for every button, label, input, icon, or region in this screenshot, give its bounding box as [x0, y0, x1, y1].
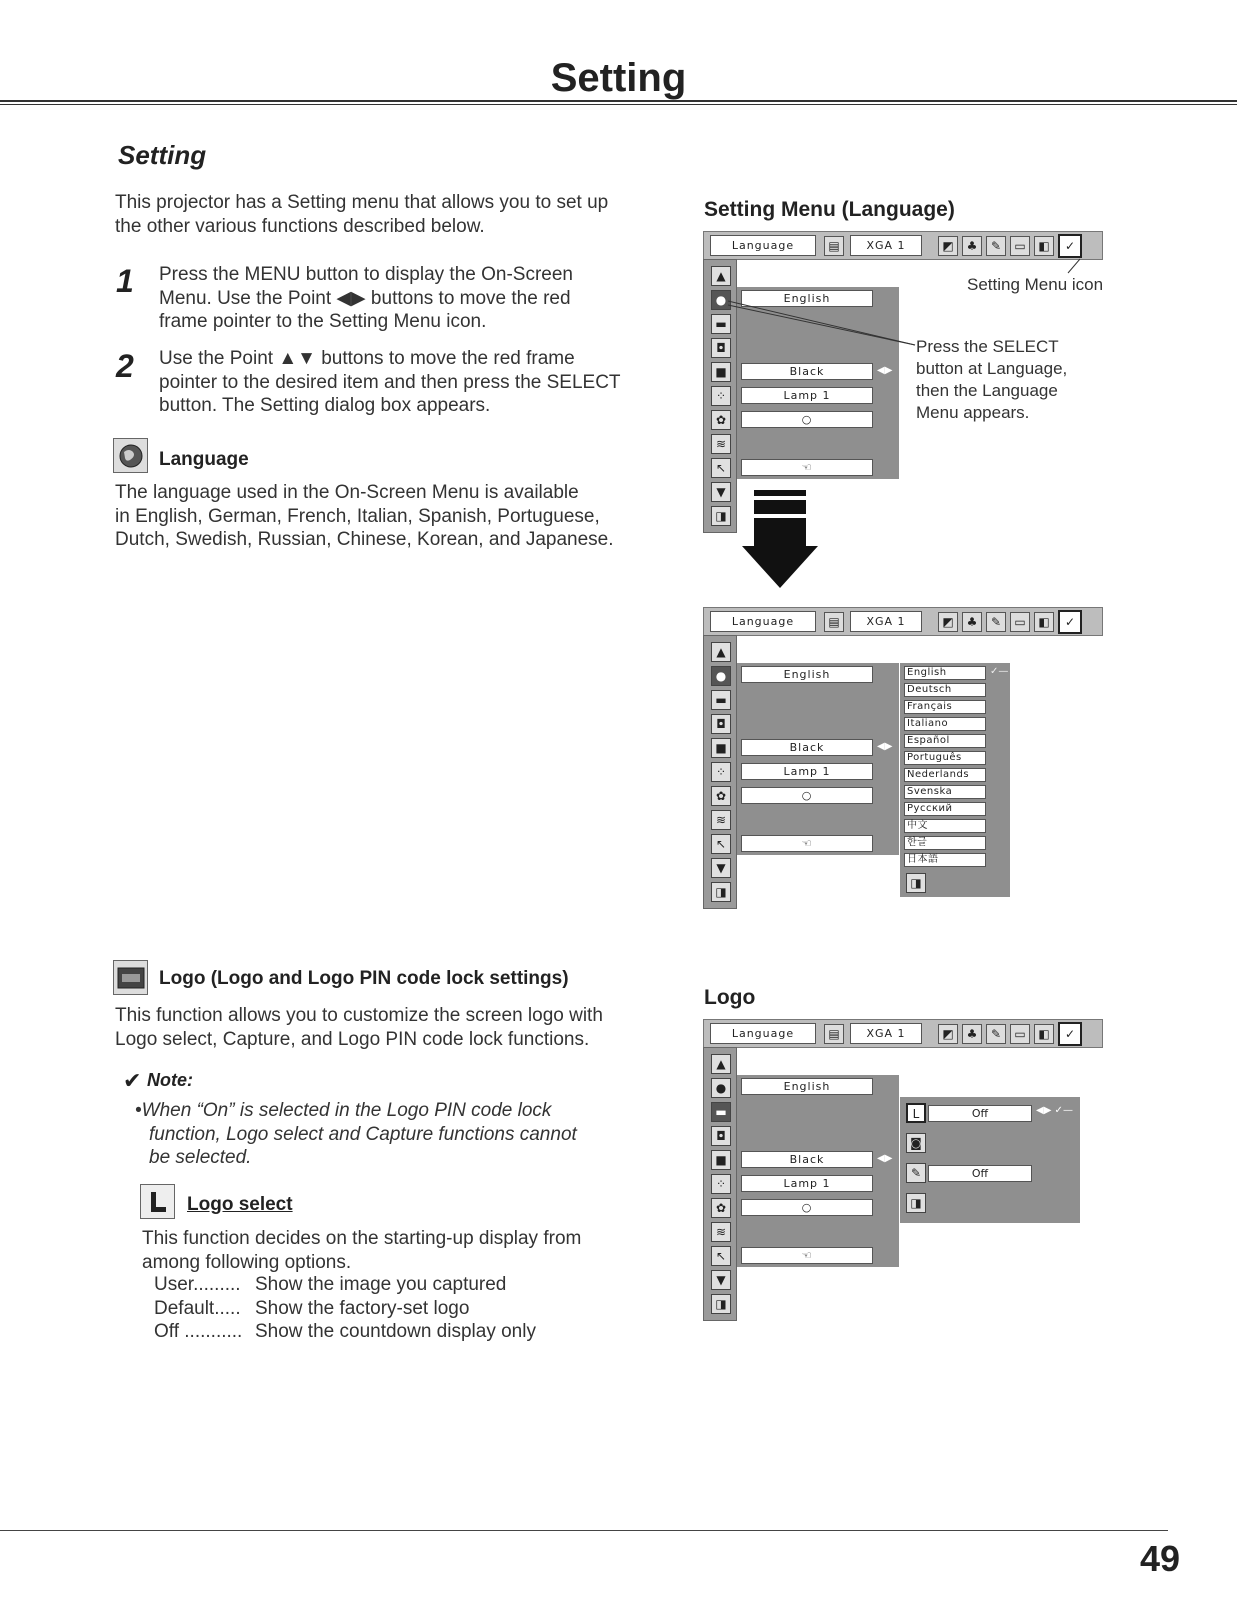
- osd-settings-panel: [737, 1075, 899, 1267]
- note-line: •When “On” is selected in the Logo PIN code lock: [135, 1100, 552, 1121]
- osd-top-bar: [703, 607, 1103, 636]
- footer-rule: [0, 1530, 1168, 1531]
- logo-line: This function allows you to customize the screen logo with: [115, 1005, 603, 1026]
- language-option[interactable]: Italiano: [904, 717, 986, 731]
- language-option[interactable]: Русский: [904, 802, 986, 816]
- osd-sidebar: [703, 1047, 737, 1321]
- callout-line: then the Language: [916, 381, 1058, 400]
- language-heading: Language: [159, 449, 249, 470]
- logo-heading: Logo (Logo and Logo PIN code lock settings): [159, 968, 569, 989]
- language-option[interactable]: Español: [904, 734, 986, 748]
- note-line: function, Logo select and Capture functions cannot: [149, 1123, 577, 1145]
- background-value: Black: [741, 363, 873, 380]
- step-line: button. The Setting dialog box appears.: [159, 395, 491, 416]
- left-right-arrows-icon: ◀▶ ✓—: [1036, 1105, 1073, 1116]
- osd-menu-language-list: [703, 607, 1103, 907]
- language-option[interactable]: English: [904, 666, 986, 680]
- option-key: User.........: [154, 1274, 241, 1295]
- lamp-bulb-icon: ○: [741, 787, 873, 804]
- pointer-hand-icon: ☜: [741, 1247, 873, 1264]
- intro-line: the other various functions described below.: [115, 215, 485, 237]
- logo-icon: ▬: [711, 690, 731, 710]
- logo-icon: [113, 960, 148, 995]
- pointer-icon: ↖: [711, 834, 731, 854]
- logo-icon: ▬: [711, 1102, 731, 1122]
- setting-menu-icon: ✓: [1058, 610, 1082, 634]
- step-line: Use the Point ▲▼ buttons to move the red frame: [159, 348, 575, 369]
- image-adjust-icon: ✎: [986, 1024, 1006, 1044]
- screen-icon: ▭: [1010, 1024, 1030, 1044]
- ceiling-icon: ◘: [711, 338, 731, 358]
- background-icon: ■: [711, 738, 731, 758]
- header-rule-thin: [0, 104, 1237, 105]
- screen-icon: ▭: [1010, 236, 1030, 256]
- step-text: [159, 347, 659, 418]
- down-arrow-icon: ▼: [711, 858, 731, 878]
- note-line: be selected.: [149, 1147, 252, 1168]
- logo-text: [115, 1004, 655, 1051]
- osd-settings-panel: [737, 663, 899, 855]
- pc-adjust-icon: ◩: [938, 612, 958, 632]
- language-icon: ●: [711, 1078, 731, 1098]
- osd-input-label: Language: [710, 611, 816, 632]
- security-icon: ✿: [711, 786, 731, 806]
- input-icon: ▤: [824, 612, 844, 632]
- logo-select-value[interactable]: Off: [928, 1105, 1032, 1122]
- pointer-hand-icon: ☜: [741, 459, 873, 476]
- logo-pin-lock-value[interactable]: Off: [928, 1165, 1032, 1182]
- down-arrow-icon: ▼: [711, 1270, 731, 1290]
- lamp-value: Lamp 1: [741, 387, 873, 404]
- language-list: [900, 663, 1010, 897]
- language-option[interactable]: Deutsch: [904, 683, 986, 697]
- setting-menu-icon: ✓: [1058, 234, 1082, 258]
- image-adjust-icon: ✎: [986, 236, 1006, 256]
- checkmark-icon: ✔: [123, 1068, 142, 1093]
- left-right-arrows-icon: ◀▶: [877, 365, 893, 376]
- language-icon: ●: [711, 290, 731, 310]
- security-icon: ✿: [711, 1198, 731, 1218]
- screen-icon: ▭: [1010, 612, 1030, 632]
- language-value: English: [741, 290, 873, 307]
- lamp-icon: ⁘: [711, 1174, 731, 1194]
- logo-select-line: among following options.: [142, 1251, 352, 1273]
- language-value: English: [741, 666, 873, 683]
- background-icon: ■: [711, 362, 731, 382]
- logo-select-line: This function decides on the starting-up display from: [142, 1228, 582, 1249]
- lamp-bulb-icon: ○: [741, 1199, 873, 1216]
- intro-text: [115, 191, 655, 238]
- language-line: The language used in the On-Screen Menu is available: [115, 482, 579, 503]
- header-rule: [0, 100, 1237, 102]
- up-arrow-icon: ▲: [711, 1054, 731, 1074]
- osd-sidebar: [703, 635, 737, 909]
- logo-pin-lock-icon[interactable]: ✎: [906, 1163, 926, 1183]
- background-value: Black: [741, 1151, 873, 1168]
- option-key: Off ...........: [154, 1321, 243, 1342]
- input-icon: ▤: [824, 236, 844, 256]
- selected-check-icon: ✓—: [990, 666, 1009, 677]
- down-arrow-icon: ▼: [711, 482, 731, 502]
- color-adjust-icon: ♣: [962, 1024, 982, 1044]
- lamp-value: Lamp 1: [741, 1175, 873, 1192]
- logo-options: [154, 1273, 654, 1344]
- up-arrow-icon: ▲: [711, 266, 731, 286]
- osd-top-bar: [703, 1019, 1103, 1048]
- step-number: 1: [116, 263, 134, 299]
- left-right-arrows-icon: ◀▶: [877, 1153, 893, 1164]
- background-value: Black: [741, 739, 873, 756]
- language-text: [115, 481, 655, 552]
- setting-menu-icon: ✓: [1058, 1022, 1082, 1046]
- page-title: Setting: [550, 56, 687, 100]
- lamp-icon: ⁘: [711, 386, 731, 406]
- exit-icon: ◨: [711, 1294, 731, 1314]
- ceiling-icon: ◘: [711, 714, 731, 734]
- osd-menu-logo: [703, 1019, 1103, 1319]
- osd-source-label: XGA 1: [850, 1023, 922, 1044]
- input-icon: ▤: [824, 1024, 844, 1044]
- section-title: Setting: [118, 140, 207, 170]
- callout-line: Press the SELECT: [916, 337, 1059, 356]
- option-desc: Show the factory-set logo: [255, 1297, 470, 1319]
- osd-input-label: Language: [710, 235, 816, 256]
- osd-input-label: Language: [710, 1023, 816, 1044]
- page-number: 49: [1140, 1538, 1181, 1579]
- language-option[interactable]: 日本語: [904, 853, 986, 867]
- color-adjust-icon: ♣: [962, 236, 982, 256]
- pointer-icon: ↖: [711, 458, 731, 478]
- ceiling-icon: ◘: [711, 1126, 731, 1146]
- sound-icon: ◧: [1034, 612, 1054, 632]
- figure-title-logo: Logo: [704, 986, 756, 1009]
- step-line: pointer to the desired item and then press the SELECT: [159, 371, 621, 393]
- lamp-icon: ⁘: [711, 762, 731, 782]
- language-option[interactable]: Français: [904, 700, 986, 714]
- language-value: English: [741, 1078, 873, 1095]
- left-right-arrows-icon: ◀▶: [877, 741, 893, 752]
- exit-icon: ◨: [711, 882, 731, 902]
- language-option[interactable]: 中文: [904, 819, 986, 833]
- figure-title-setting-menu: Setting Menu (Language): [704, 198, 955, 221]
- image-adjust-icon: ✎: [986, 612, 1006, 632]
- background-icon: ■: [711, 1150, 731, 1170]
- language-icon: ●: [711, 666, 731, 686]
- step-number: 2: [116, 348, 134, 384]
- language-line: in English, German, French, Italian, Spanish, Portuguese,: [115, 505, 600, 527]
- remote-icon: ≋: [711, 1222, 731, 1242]
- option-key: Default.....: [154, 1297, 241, 1319]
- osd-source-label: XGA 1: [850, 611, 922, 632]
- callout-setting-menu-icon: Setting Menu icon: [967, 275, 1104, 294]
- exit-icon[interactable]: ◨: [906, 1193, 926, 1213]
- language-line: Dutch, Swedish, Russian, Chinese, Korean, and Japanese.: [115, 529, 614, 550]
- osd-source-label: XGA 1: [850, 235, 922, 256]
- note-text: [135, 1099, 655, 1170]
- pc-adjust-icon: ◩: [938, 1024, 958, 1044]
- lamp-value: Lamp 1: [741, 763, 873, 780]
- step-line: Menu. Use the Point ◀▶ buttons to move the red: [159, 287, 571, 309]
- logo-icon: ▬: [711, 314, 731, 334]
- language-globe-icon: [113, 438, 148, 473]
- step-text: [159, 263, 659, 334]
- security-icon: ✿: [711, 410, 731, 430]
- logo-option: [154, 1297, 654, 1321]
- intro-line: This projector has a Setting menu that allows you to set up: [115, 192, 609, 213]
- sound-icon: ◧: [1034, 236, 1054, 256]
- exit-icon[interactable]: ◨: [906, 873, 926, 893]
- pointer-icon: ↖: [711, 1246, 731, 1266]
- step-line: frame pointer to the Setting Menu icon.: [159, 311, 487, 332]
- lamp-bulb-icon: ○: [741, 411, 873, 428]
- up-arrow-icon: ▲: [711, 642, 731, 662]
- pointer-hand-icon: ☜: [741, 835, 873, 852]
- language-option[interactable]: 한글: [904, 836, 986, 850]
- remote-icon: ≋: [711, 434, 731, 454]
- option-desc: Show the countdown display only: [255, 1321, 536, 1342]
- logo-select-icon: [140, 1184, 175, 1219]
- callout-line: Menu appears.: [916, 403, 1030, 422]
- callout-press-select: [916, 336, 1116, 424]
- down-arrow-graphic: [740, 490, 820, 590]
- pc-adjust-icon: ◩: [938, 236, 958, 256]
- language-option[interactable]: Português: [904, 751, 986, 765]
- language-option[interactable]: Svenska: [904, 785, 986, 799]
- option-desc: Show the image you captured: [255, 1274, 507, 1295]
- exit-icon: ◨: [711, 506, 731, 526]
- color-adjust-icon: ♣: [962, 612, 982, 632]
- logo-select-text: [142, 1227, 662, 1274]
- logo-line: Logo select, Capture, and Logo PIN code lock functions.: [115, 1028, 590, 1050]
- language-option[interactable]: Nederlands: [904, 768, 986, 782]
- logo-option: [154, 1273, 654, 1297]
- note-label: Note:: [147, 1070, 193, 1090]
- callout-line: button at Language,: [916, 359, 1068, 378]
- logo-select-icon[interactable]: L: [906, 1103, 926, 1123]
- sound-icon: ◧: [1034, 1024, 1054, 1044]
- step-line: Press the MENU button to display the On-Screen: [159, 264, 573, 285]
- logo-select-heading: Logo select: [187, 1194, 293, 1215]
- logo-option: [154, 1320, 654, 1344]
- remote-icon: ≋: [711, 810, 731, 830]
- capture-icon[interactable]: ◙: [906, 1133, 926, 1153]
- logo-settings-panel: [900, 1097, 1080, 1223]
